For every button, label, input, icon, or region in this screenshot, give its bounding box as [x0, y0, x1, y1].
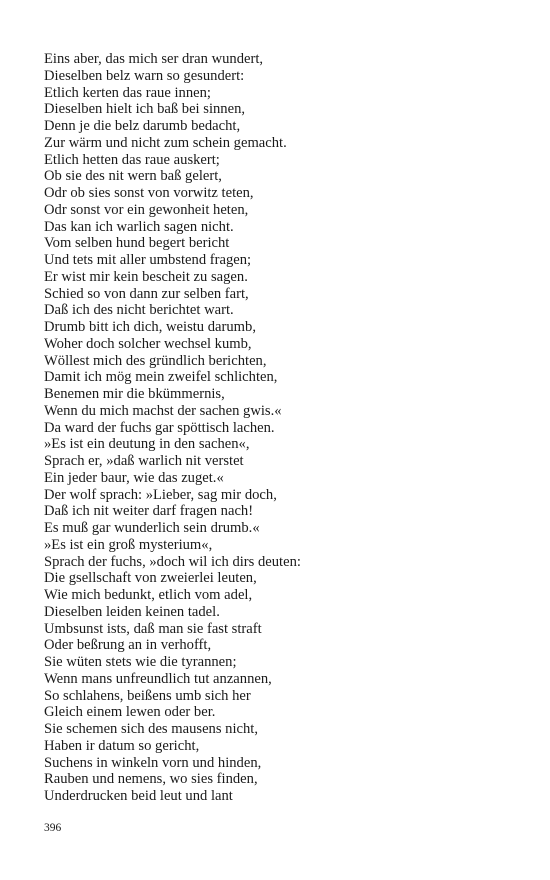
poem-line: Eins aber, das mich ser dran wundert,	[44, 51, 264, 67]
poem-line: Es muß gar wunderlich sein drumb.«	[44, 520, 260, 536]
poem-line: Underdrucken beid leut und lant	[44, 788, 233, 804]
poem-line: Ein jeder baur, wie das zuget.«	[44, 469, 224, 486]
poem-line: Er wist mir kein bescheit zu sagen.	[44, 268, 248, 285]
poem-line: Damit ich mög mein zweifel schlichten,	[44, 369, 278, 386]
poem-line: Woher doch solcher wechsel kumb,	[44, 335, 252, 352]
poem-line: So schlahens, beißens umb sich her	[44, 687, 251, 704]
poem-line: »Es ist ein deutung in den sachen«,	[44, 436, 250, 453]
poem-line: Wie mich bedunkt, etlich vom adel,	[44, 587, 253, 603]
poem-line: Odr sonst vor ein gewonheit heten,	[44, 201, 249, 218]
poem-line: Und tets mit aller umbstend fragen;	[44, 252, 252, 268]
poem-line: Sie wüten stets wie die tyrannen;	[44, 654, 237, 670]
poem-line: Der wolf sprach: »Lieber, sag mir doch,	[44, 486, 277, 503]
poem-line: Sprach er, »daß warlich nit verstet	[44, 453, 244, 469]
poem-line: Vom selben hund begert bericht	[44, 235, 230, 252]
poem-line: Da ward der fuchs gar spöttisch lachen.	[44, 419, 275, 436]
poem-line: Daß ich des nicht berichtet wart.	[44, 302, 234, 319]
poem-line: Wenn du mich machst der sachen gwis.«	[44, 402, 282, 419]
poem-text	[44, 51, 514, 805]
poem-line: Daß ich nit weiter darf fragen nach!	[44, 503, 254, 520]
poem-line: Schied so von dann zur selben fart,	[44, 285, 249, 302]
poem-line: Haben ir datum so gericht,	[44, 737, 200, 754]
page-number: 396	[44, 822, 62, 834]
poem-line: Dieselben hielt ich baß bei sinnen,	[44, 101, 246, 118]
poem-line: Etlich kerten das raue innen;	[44, 84, 211, 101]
poem-line: Das kan ich warlich sagen nicht.	[44, 218, 234, 235]
poem-line: Denn je die belz darumb bedacht,	[44, 118, 241, 134]
poem-line: Dieselben leiden keinen tadel.	[44, 603, 220, 620]
poem-line: Benemen mir die bkümmernis,	[44, 386, 225, 402]
poem-line: Sprach der fuchs, »doch wil ich dirs deuten:	[44, 553, 301, 570]
poem-line: Wöllest mich des gründlich berichten,	[44, 352, 267, 369]
poem-line: Wenn mans unfreundlich tut anzannen,	[44, 670, 272, 687]
poem-line: Suchens in winkeln vorn und hinden,	[44, 754, 262, 771]
poem-line: Gleich einem lewen oder ber.	[44, 704, 216, 721]
poem-line: Odr ob sies sonst von vorwitz teten,	[44, 185, 254, 201]
poem-line: Ob sie des nit wern baß gelert,	[44, 168, 222, 185]
poem-line: Sie schemen sich des mausens nicht,	[44, 721, 258, 737]
poem-line: Etlich hetten das raue auskert;	[44, 151, 220, 168]
poem-line: Dieselben belz warn so gesundert:	[44, 67, 245, 84]
poem-line: Die gsellschaft von zweierlei leuten,	[44, 570, 257, 587]
poem-line: Rauben und nemens, wo sies finden,	[44, 771, 258, 788]
poem-line: Zur wärm und nicht zum schein gemacht.	[44, 134, 287, 151]
poem-line: »Es ist ein groß mysterium«,	[44, 536, 213, 553]
poem-line: Drumb bitt ich dich, weistu darumb,	[44, 319, 256, 335]
poem-line: Umbsunst ists, daß man sie fast straft	[44, 620, 262, 637]
poem-line: Oder beßrung an in verhofft,	[44, 637, 212, 654]
